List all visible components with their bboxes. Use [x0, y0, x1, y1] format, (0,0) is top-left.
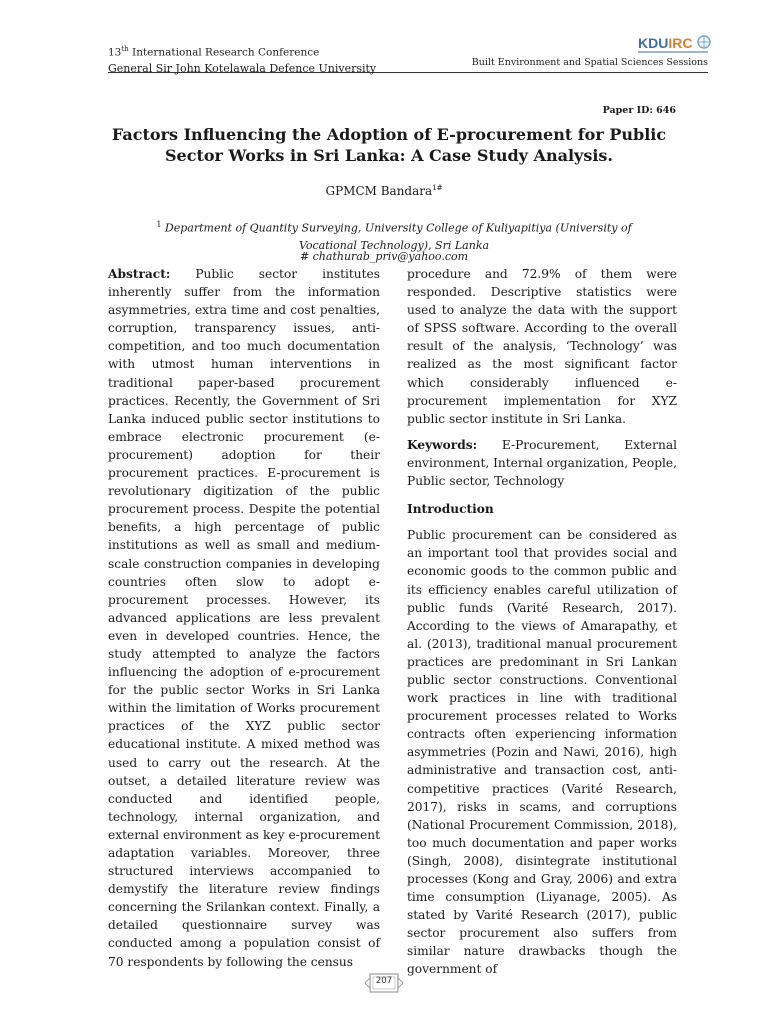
keywords-label: Keywords: [407, 437, 478, 452]
abstract-text: Public sector institutes inherently suffer from the information asymmetries, extra time and cost penalties, corruption, transparency issues, anti-competition, and too much documentation with utmost human interventions in traditional paper-based procurement practices. Recently, the Government of Sri Lanka induced public sector institutions to embrace electronic procurement (e-procurement) adoption for their procurement practices. E-procurement is revolutionary digitization of the public procurement process. Despite the potential benefits, a high percentage of public institutions as well as small and medium-scale construction companies in developing countries often slow to adopt e-procurement processes. However, its advanced applications are less prevalent even in developed countries. Hence, the study attempted to analyze the factors influencing the adoption of e-procurement for the public sector Works in Sri Lanka within the limitation of Works procurement practices of the XYZ public sector educational institute. A mixed method was used to carry out the research. At the outset, a detailed literature review was conducted and identified people, technology, internal organization, and external environment as key e-procurement adaptation variables. Moreover, three structured interviews accompanied to demystify the literature review findings concerning the Srilankan context. Finally, a detailed questionnaire survey was conducted among a population consist of 70 respondents by following the census [108, 267, 380, 969]
university-name: General Sir John Kotelawala Defence University [108, 61, 377, 75]
header-rule [108, 72, 708, 73]
paper-title: Factors Influencing the Adoption of E-procurement for Public Sector Works in Sri Lanka: A Case Study Analysis. [111, 125, 667, 165]
abstract-continued: procedure and 72.9% of them were responded. Descriptive statistics were used to analyze the data with the support of SPSS software. According to the overall result of the analysis, ‘Technology’ was realized as the most significant factor which considerably influenced e-procurement implementation for XYZ public sector institute in Sri Lanka. [407, 267, 677, 426]
affiliation-text: Department of Quantity Surveying, University College of Kuliyapitiya (University of Vocational Technology), Sri Lanka [164, 221, 632, 252]
introduction-heading: Introduction [407, 502, 494, 517]
page-number-badge [364, 972, 404, 994]
abstract-label: Abstract: [108, 267, 171, 281]
affiliation [130, 216, 658, 254]
conference-suffix: th [121, 45, 129, 53]
conference-number: 13 [108, 46, 122, 59]
session-name: Built Environment and Spatial Sciences Sessions [471, 57, 708, 68]
affiliation-mark: 1 [156, 220, 162, 229]
conference-name: International Research Conference [128, 46, 320, 59]
abstract [108, 265, 380, 971]
author-name: GPMCM Bandara [325, 184, 433, 198]
conference-line [108, 42, 376, 61]
left-column [108, 265, 380, 971]
running-header-left [108, 42, 376, 76]
paper-id: Paper ID: 646 [602, 105, 676, 116]
page-number: 207 [375, 976, 393, 986]
right-column [407, 265, 677, 979]
kduirc-logo-text: KDUIRC [638, 35, 693, 51]
author [0, 184, 768, 198]
keywords-text: E-Procurement, External environment, Internal organization, People, Public sector, Technology [407, 437, 677, 489]
author-mark: 1# [432, 184, 443, 192]
author-email[interactable]: # chathurab_priv@yahoo.com [299, 250, 469, 263]
introduction-text: Public procurement can be considered as an important tool that provides social and economic goods to the common public and its efficiency enables careful utilization of public funds (Varité Research, 2017). According to the views of Amarapathy, et al. (2013), traditional manual procurement practices are predominant in Sri Lankan public sector constructions. Conventional work practices in line with traditional procurement processes related to Works contracts often experiencing information asymmetries (Pozin and Nawi, 2016), high administrative and transaction cost, anti-competitive practices (Varité Research, 2017), risks in scams, and corruptions (National Procurement Commission, 2018), too much documentation and paper works (Singh, 2008), disintegrate institutional processes (Kong and Gray, 2006) and extra time consumption (Liyanage, 2005). As stated by Varité Research (2017), public sector procurement also suffers from similar nature drawbacks though the government of [407, 528, 677, 977]
keywords [407, 436, 677, 490]
kduirc-logo [636, 32, 712, 58]
